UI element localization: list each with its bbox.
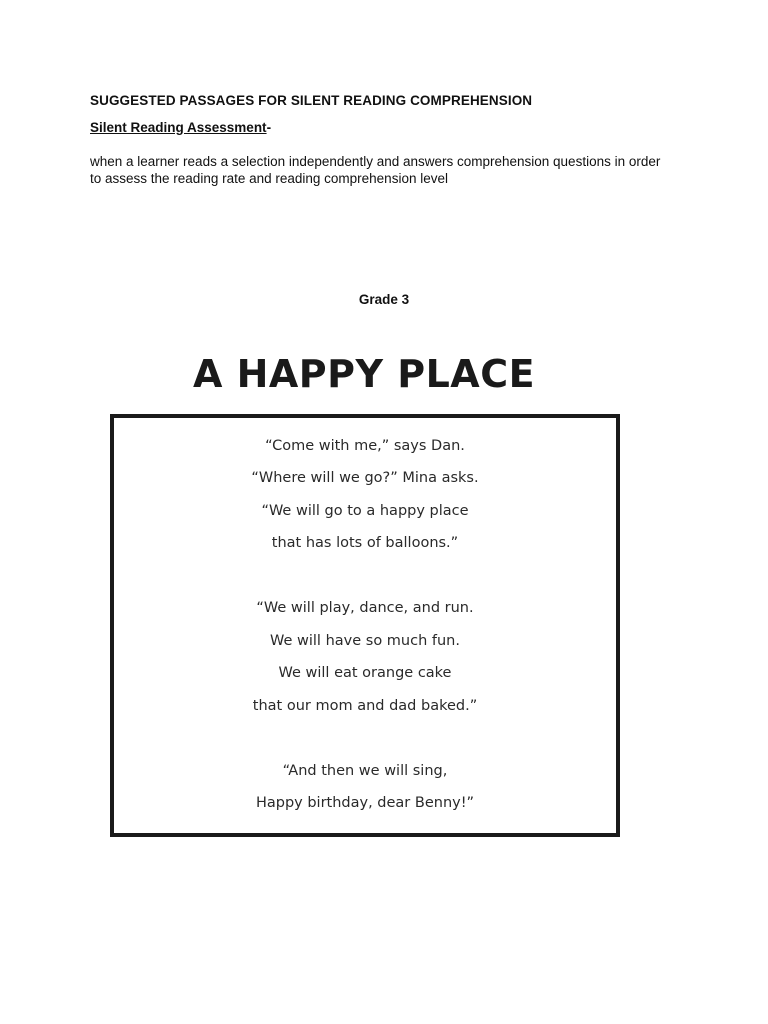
poem-line: “We will go to a happy place <box>261 503 469 519</box>
assessment-label-dash: - <box>266 120 272 135</box>
story-title: A HAPPY PLACE <box>192 352 536 396</box>
grade-label: Grade 3 <box>358 292 410 307</box>
poem-line: We will have so much fun. <box>270 633 460 649</box>
assessment-definition: when a learner reads a selection independently and answers comprehension questions in order to assess the reading rate and reading comprehension level <box>90 154 661 186</box>
poem-line: that our mom and dad baked.” <box>252 698 478 714</box>
poem-box <box>110 414 620 837</box>
poem-line: “And then we will sing, <box>282 763 448 779</box>
page-heading: SUGGESTED PASSAGES FOR SILENT READING COMPREHENSION <box>90 93 533 108</box>
poem-line: Happy birthday, dear Benny!” <box>255 795 475 811</box>
poem-line: “We will play, dance, and run. <box>256 600 474 616</box>
assessment-label: Silent Reading Assessment <box>90 120 267 135</box>
poem-line: that has lots of balloons.” <box>271 535 459 551</box>
poem-line: We will eat orange cake <box>278 665 452 681</box>
poem-line: “Where will we go?” Mina asks. <box>251 470 479 486</box>
assessment-subheading <box>90 120 271 135</box>
poem-line: “Come with me,” says Dan. <box>265 438 465 454</box>
